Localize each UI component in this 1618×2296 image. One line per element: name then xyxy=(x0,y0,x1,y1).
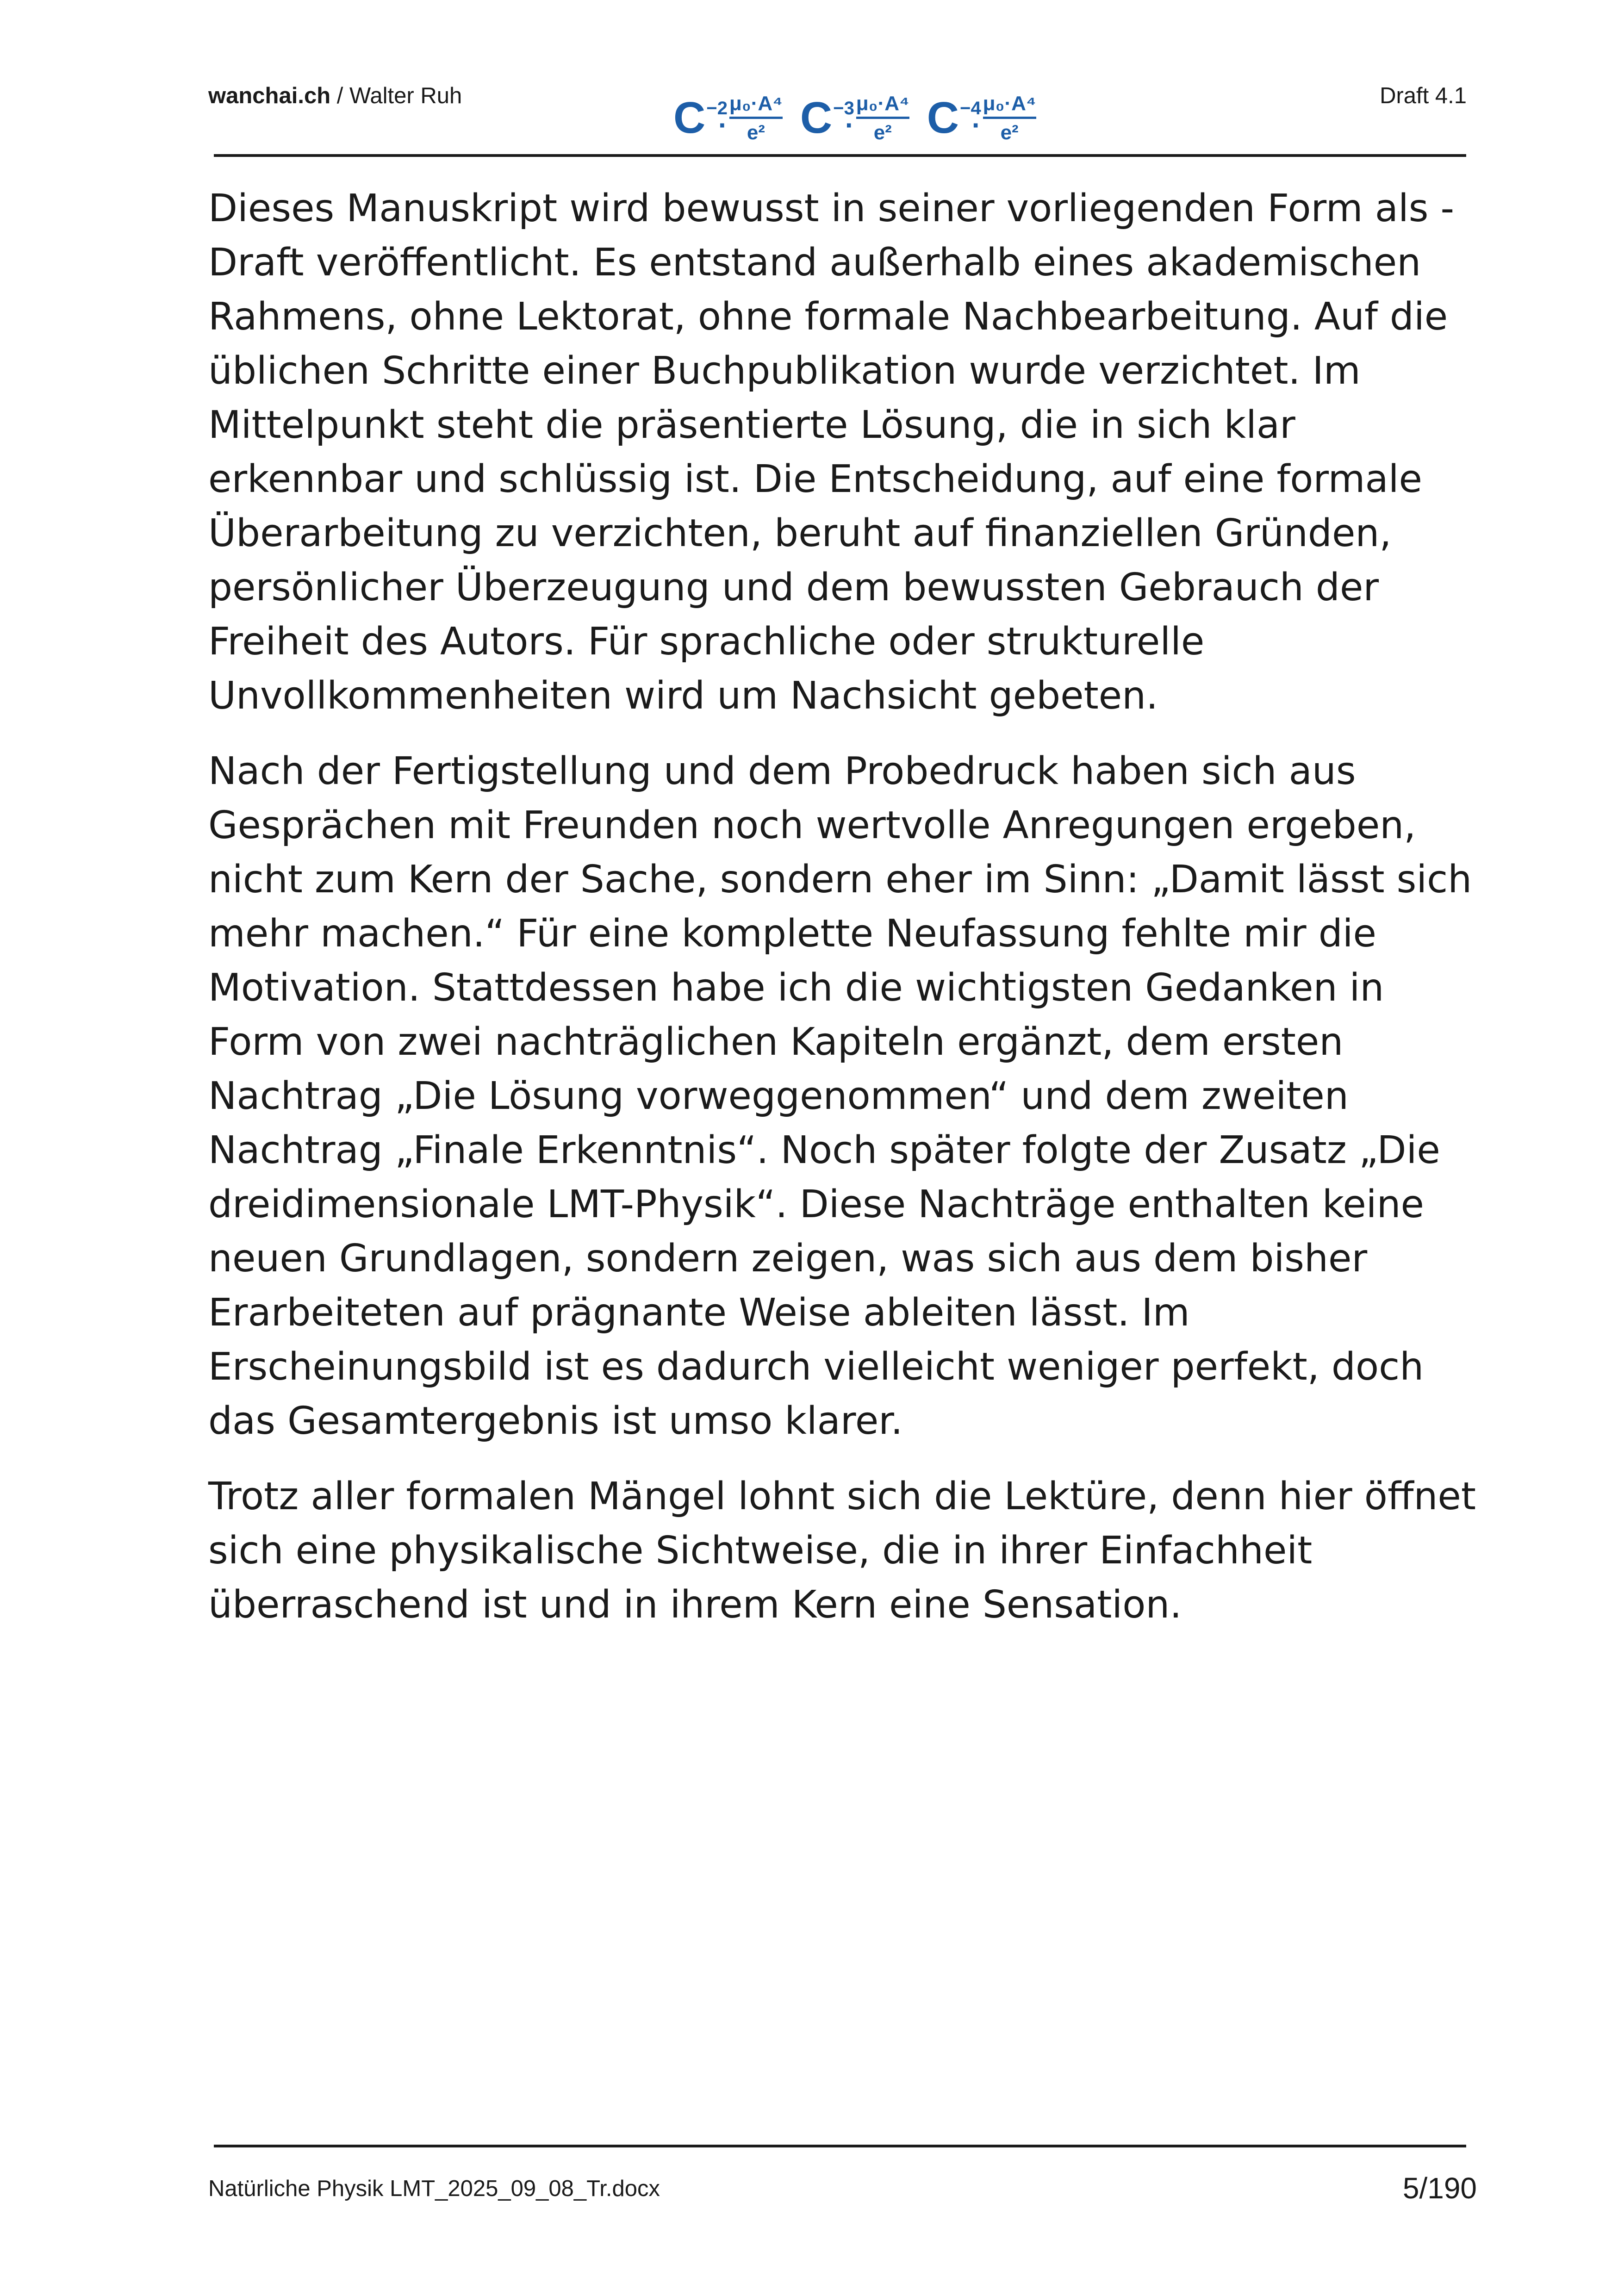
draft-label: Draft 4.1 xyxy=(1380,83,1467,108)
logo-dot: · xyxy=(845,109,854,141)
logo-dot: · xyxy=(718,109,728,141)
logo-numerator: μ₀·A⁴ xyxy=(983,92,1036,115)
logo-base: C xyxy=(673,93,706,143)
paragraph: Dieses Manuskript wird bewusst in seiner vorliegenden Form als - Draft veröffentlicht. Es entstand außerhalb eines akademischen Rahmens, ohne Lektorat, ohne formale Nachbearbeitung. Auf die üblichen Schritte einer Buchpublikation wurde verzichtet. Im Mittelpunkt steht die präsentierte Lösung, die in sich klar erkennbar und schlüssig ist. Die Entscheidung, auf eine formale Überarbeitung zu verzichten, beruht auf finanziellen Gründen, persönlicher Überzeugung und dem bewussten Gebrauch der Freiheit des Autors. Für sprachliche oder strukturelle Unvollkommenheiten wird um Nachsicht gebeten. xyxy=(208,187,1455,718)
logo-numerator: μ₀·A⁴ xyxy=(856,92,909,115)
site-name: wanchai.ch xyxy=(208,83,331,108)
logo-exponent: −2 xyxy=(706,98,728,118)
logo-dot: · xyxy=(971,109,981,141)
logo-fraction xyxy=(729,93,783,143)
logo-term-3 xyxy=(927,93,1036,143)
logo-term-2 xyxy=(800,93,909,143)
footer-filename: Natürliche Physik LMT_2025_09_08_Tr.docx xyxy=(208,2176,660,2201)
logo-denominator: e² xyxy=(1000,121,1019,144)
logo-denominator: e² xyxy=(747,121,765,144)
header-author-line xyxy=(208,82,462,110)
logo-exponent: −4 xyxy=(960,98,981,118)
logo-denominator: e² xyxy=(873,121,892,144)
body-text xyxy=(208,181,1486,1653)
logo-exponent: −3 xyxy=(833,98,854,118)
logo-term-1 xyxy=(673,93,783,143)
author-name: Walter Ruh xyxy=(349,83,462,108)
header-rule xyxy=(214,154,1466,157)
page-number: 5/190 xyxy=(1402,2172,1477,2205)
header-separator: / xyxy=(330,83,349,108)
logo-fraction xyxy=(856,93,909,143)
logo-numerator: μ₀·A⁴ xyxy=(729,92,783,115)
paragraph: Trotz aller formalen Mängel lohnt sich die Lektüre, denn hier öffnet sich eine physikalische Sichtweise, die in ihrer Einfachheit überraschend ist und in ihrem Kern eine Sensation. xyxy=(208,1475,1476,1627)
logo-base: C xyxy=(927,93,959,143)
logo-fraction xyxy=(983,93,1036,143)
logo-base: C xyxy=(800,93,833,143)
paragraph: Nach der Fertigstellung und dem Probedruck haben sich aus Gesprächen mit Freunden noch wertvolle Anregungen ergeben, nicht zum Kern der Sache, sondern eher im Sinn: „Damit lässt sich mehr machen.“ Für eine komplette Neufassung fehlte mir die Motivation. Stattdessen habe ich die wichtigsten Gedanken in Form von zwei nachträglichen Kapiteln ergänzt, dem ersten Nachtrag „Die Lösung vorweggenommen“ und dem zweiten Nachtrag „Finale Erkenntnis“. Noch später folgte der Zusatz „Die dreidimensionale LMT-Physik“. Diese Nachträge enthalten keine neuen Grundlagen, sondern zeigen, was sich aus dem bisher Erarbeiteten auf prägnante Weise ableiten lässt. Im Erscheinungsbild ist es dadurch vielleicht weniger perfekt, doch das Gesamtergebnis ist umso klarer. xyxy=(208,749,1472,1443)
footer-rule xyxy=(214,2145,1466,2147)
formula-logo xyxy=(673,81,1036,155)
